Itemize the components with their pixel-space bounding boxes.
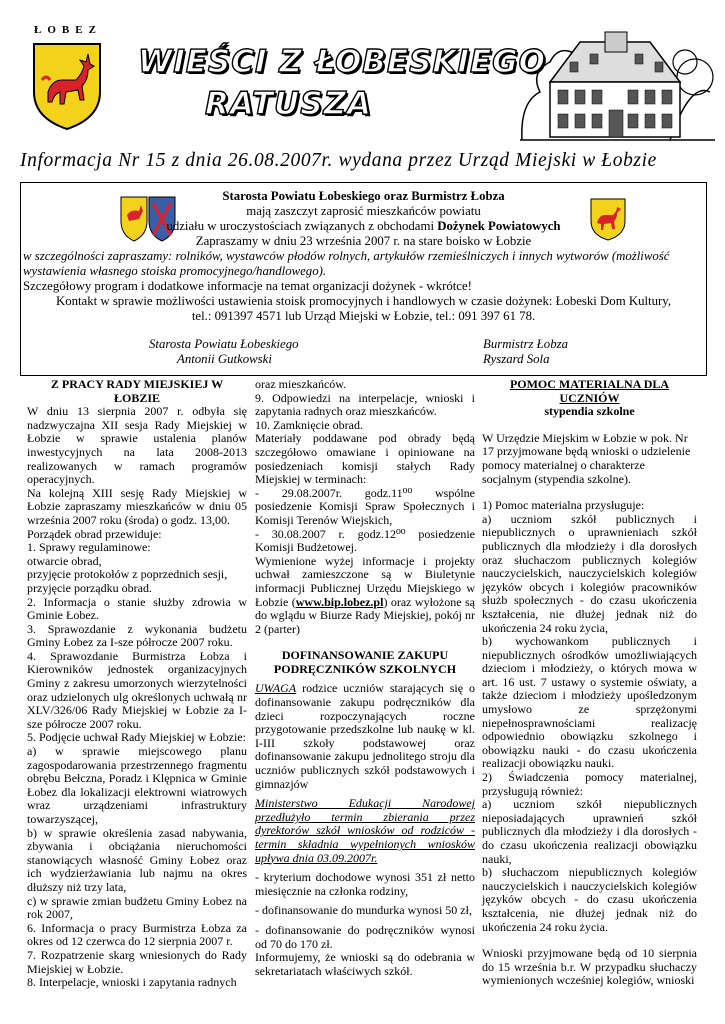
agenda-item: a) w sprawie miejscowego planu zagospodarowania przestrzennego fragmentu obrębu Bełczna, Poradz i Klępnica w Gminie Łobez dla lokalizacji elektrowni wiatrowych wraz urządzeniami infrastruktury towarzyszącej, [27, 744, 247, 826]
lobez-coat-of-arms-logo [30, 40, 104, 132]
agenda-item: 9. Odpowiedzi na interpelacje, wnioski i zapytania radnych oraz mieszkańców. [255, 390, 475, 419]
bip-info-text-end: ) oraz wyłożone są do wglądu w Biurze Rady Miejskiej, pokój nr 2 (parter) [255, 594, 476, 636]
aid-eligibility-b: b) wychowankom publicznych i niepublicznych ośrodków umożliwiających dzieciom i młodzieży, o których mowa w art. 16 ust. 7 ustawy o systemie oświaty, a także dzieciom i młodzieży upośledzonym umysłowo ze sprzężonymi niepełnosprawnościami realizację odpowiednio obowiązku szkolnego i obowiązku nauki - do czasu ukończenia realizacji obowiązku nauki. [482, 634, 697, 771]
aid-paragraph-1: W Urzędzie Miejskim w Łobzie w pok. Nr 17 przyjmowane będą wnioski o udzielenie pomocy materialnej o charakterze socjalnym (stypendia szkolne). [482, 430, 691, 486]
committee-intro: Materiały poddawane pod obrady będą szczegółowo omawiane i opiniowane na posiedzeniach komisji stałych Rady Miejskiej w terminach: [255, 431, 475, 487]
agenda-item: otwarcie obrad, [27, 553, 102, 568]
council-heading-line-2: ŁOBZIE [113, 390, 161, 405]
newsletter-title-line-1: WIEŚCI Z ŁOBESKIEGO [138, 44, 546, 80]
council-paragraph-1: W dniu 13 sierpnia 2007 r. odbyła się nadzwyczajna XII sesja Rady Miejskiej w Łobzie w sprawie ustalenia planów inwestycyjnych na lata 2008-2013 realizowanych w ramach programów operacyjnych. [27, 404, 247, 487]
notice-label: UWAGA [255, 681, 297, 696]
newsletter-title-line-2: RATUSZA [205, 86, 373, 122]
textbooks-heading-line-2: PODRĘCZNIKÓW SZKOLNYCH [273, 661, 457, 676]
council-heading-line-1: Z PRACY RADY MIEJSKIEJ W [50, 377, 224, 391]
textbook-subsidy: - dofinansowanie do podręczników wynosi od 70 do 170 zł. [255, 922, 475, 951]
signature-burmistrz-title: Burmistrz Łobza [483, 337, 568, 351]
column-city-council [27, 378, 247, 990]
council-agenda-intro: Porządek obrad przewiduje: [27, 526, 162, 541]
bip-website-link[interactable]: www.bip.lobez.pl [295, 594, 384, 609]
agenda-item: c) w sprawie zmian budżetu Gminy Łobez na rok 2007, [27, 893, 247, 922]
committee-meeting-1: - 29.08.2007r. godz.11⁰⁰ wspólne posiedzenie Komisji Spraw Społecznych i Komisji Terenów Wiejskich, [255, 485, 475, 527]
town-label: ŁOBEZ [34, 24, 102, 36]
invitation-date-line: Zapraszamy w dniu 23 września 2007 r. na stare boisko w Łobzie [195, 234, 532, 248]
agenda-item: przyjęcie protokołów z poprzednich sesji, [27, 567, 228, 582]
invitation-line-2: mają zaszczyt zaprosić mieszkańców powiatu [246, 204, 481, 218]
aid-eligibility-a: a) uczniom szkół publicznych i niepublicznych o uprawnieniach szkół publicznych dla młodzieży i dla dorosłych oraz słuchaczom publicznych kolegiów nauczycielskich, nauczycielskich kolegiów języków obcych i kolegiów pracowników służb społecznych - do czasu ukończenia kształcenia, nie dłużej jednak niż do ukończenia 24 roku życia, [482, 511, 697, 635]
agenda-item: 5. Podjęcie uchwał Rady Miejskiej w Łobzie: [27, 730, 246, 745]
aid-subheading: stypendia szkolne [544, 404, 635, 419]
notice-text: rodzice uczniów starających się o dofinansowanie zakupu podręczników dla dzieci rozpoczynających roczne przygotowanie przedszkolne lub naukę w kl. I-III szkoły podstawowej oraz dofinansowanie zakupu jednolitego stroju dla uczniów publicznych szkół podstawowych i gimnazjów [255, 681, 475, 791]
committee-meeting-2: - 30.08.2007 r. godz.12⁰⁰ posiedzenie Komisji Budżetowej. [255, 526, 475, 555]
invitation-target-line-1: w szczególności zapraszamy: rolników, wystawców płodów rolnych, artykułów rzemieślniczych i innych wytworów (możliwość [23, 249, 670, 263]
agenda-continued-text: oraz mieszkańców. [255, 377, 347, 391]
aid-benefits-a: a) uczniom szkół niepublicznych nieposiadających uprawnień szkół publicznych dla młodzieży i dla dorosłych - do czasu ukończenia realizacji obowiązku nauki, [482, 797, 697, 866]
application-pickup-note: Informujemy, że wnioski są do odebrania w sekretariatach właściwych szkół. [255, 950, 475, 978]
aid-benefits-intro: 2) Świadczenia pomocy materialnej, przysługują również: [482, 770, 697, 798]
agenda-item: 4. Sprawozdanie Burmistrza Łobza i Kierowników jednostek organizacyjnych Gminy z zakresu umorzonych wierzytelności oraz udzielonych ulg określonych uchwałą nr XLV/326/06 Rady Miejskiej w Łobzie za I-sze półrocze 2007 roku. [27, 648, 247, 731]
harvest-festival-invitation-box [20, 182, 707, 376]
signature-burmistrz-name: Ryszard Sola [483, 352, 550, 366]
aid-benefits-b: b) słuchaczom niepublicznych kolegiów nauczycielskich i nauczycielskich kolegiów języków obcych - do czasu ukończenia kształcenia, nie dłużej jednak niż do ukończenia 24 roku życia. [482, 865, 697, 934]
agenda-item: 7. Rozpatrzenie skarg wniesionych do Rady Miejskiej w Łobzie. [27, 947, 247, 976]
agenda-item: 6. Informacja o pracy Burmistrza Łobza za okres od 12 czerwca do 12 sierpnia 2007 r. [27, 920, 247, 949]
invitation-contact-line: Kontakt w sprawie możliwości ustawienia stoisk promocyjnych i handlowych w czasie dożynek: Łobeski Dom Kultury, [55, 294, 672, 308]
agenda-item: przyjęcie porządku obrad. [27, 580, 152, 595]
textbooks-notice [255, 682, 475, 791]
ministry-deadline-note: Ministerstwo Edukacji Narodowej przedłużyło termin zbierania przez dyrektorów szkół wniosków od rodziców - termin składnia wypełnionych wniosków upływa dnia 03.09.2007r. [255, 796, 475, 865]
agenda-item: b) w sprawie określenia zasad nabywania, zbywania i obciążania nieruchomości stanowiących własność Gminy Łobez oraz ich wydzierżawiania lub najmu na okres dłuższy niż trzy lata, [27, 825, 247, 894]
issue-info-line: Informacja Nr 15 z dnia 26.08.2007r. wydana przez Urząd Miejski w Łobzie [20, 150, 657, 171]
invitation-line-3 [21, 219, 706, 234]
aid-eligibility-intro: 1) Pomoc materialna przysługuje: [482, 498, 645, 513]
council-paragraph-2: Na kolejną XIII sesję Rady Miejskiej w Łobzie zapraszamy mieszkańców w dniu 05 września 2007 roku (środa) o godz. 13,00. [27, 485, 247, 527]
income-criterion: - kryterium dochodowe wynosi 351 zł netto miesięcznie na członka rodziny, [255, 870, 475, 898]
town-hall-illustration [520, 22, 715, 142]
invitation-heading: Starosta Powiatu Łobeskiego oraz Burmistrz Łobza [222, 189, 505, 203]
aid-heading-line-2: UCZNIÓW [559, 390, 620, 405]
column-student-aid [482, 378, 697, 988]
harvest-festival-name: Dożynek Powiatowych [437, 219, 561, 233]
signature-starosta-title: Starosta Powiatu Łobeskiego [149, 337, 299, 351]
agenda-item: 10. Zamknięcie obrad. [255, 417, 363, 432]
uniform-subsidy: - dofinansowanie do mundurka wynosi 50 zł, [255, 903, 472, 918]
agenda-item: 2. Informacja o stanie służby zdrowia w Gminie Łobez. [27, 594, 247, 623]
signature-starosta-name: Antonii Gutkowski [177, 352, 272, 366]
invitation-target-line-2: wystawienia własnego stoiska promocyjnego/handlowego). [23, 264, 327, 278]
aid-heading-line-1: POMOC MATERIALNA DLA [509, 377, 670, 391]
agenda-item: 3. Sprawozdanie z wykonania budżetu Gminy Łobez za I-sze półrocze 2007 roku. [27, 621, 247, 650]
column-council-continued [255, 378, 475, 978]
invitation-line-3-text: udziału w uroczystościach związanych z obchodami [166, 219, 438, 233]
bip-info-paragraph [255, 555, 475, 637]
aid-application-dates: Wnioski przyjmowane będą od 10 sierpnia do 15 września b.r. W przypadku słuchaczy wymienionych wcześniej kolegiów, wnioski [482, 946, 697, 988]
invitation-program-note: Szczegółowy program i dodatkowe informacje na temat organizacji dożynek - wkrótce! [23, 279, 472, 293]
invitation-phone-line: tel.: 091397 4571 lub Urząd Miejski w Łobzie, tel.: 091 397 61 78. [191, 309, 536, 323]
textbooks-heading-line-1: DOFINANSOWANIE ZAKUPU [281, 648, 449, 663]
agenda-item: 1. Sprawy regulaminowe: [27, 540, 151, 555]
agenda-item: 8. Interpelacje, wnioski i zapytania radnych [27, 975, 237, 990]
bip-info-text: Wymienione wyżej informacje i projekty uchwał zamieszczone są w Biuletynie informacji Publicznej Urzędu Miejskiego w Łobzie ( [255, 553, 475, 609]
